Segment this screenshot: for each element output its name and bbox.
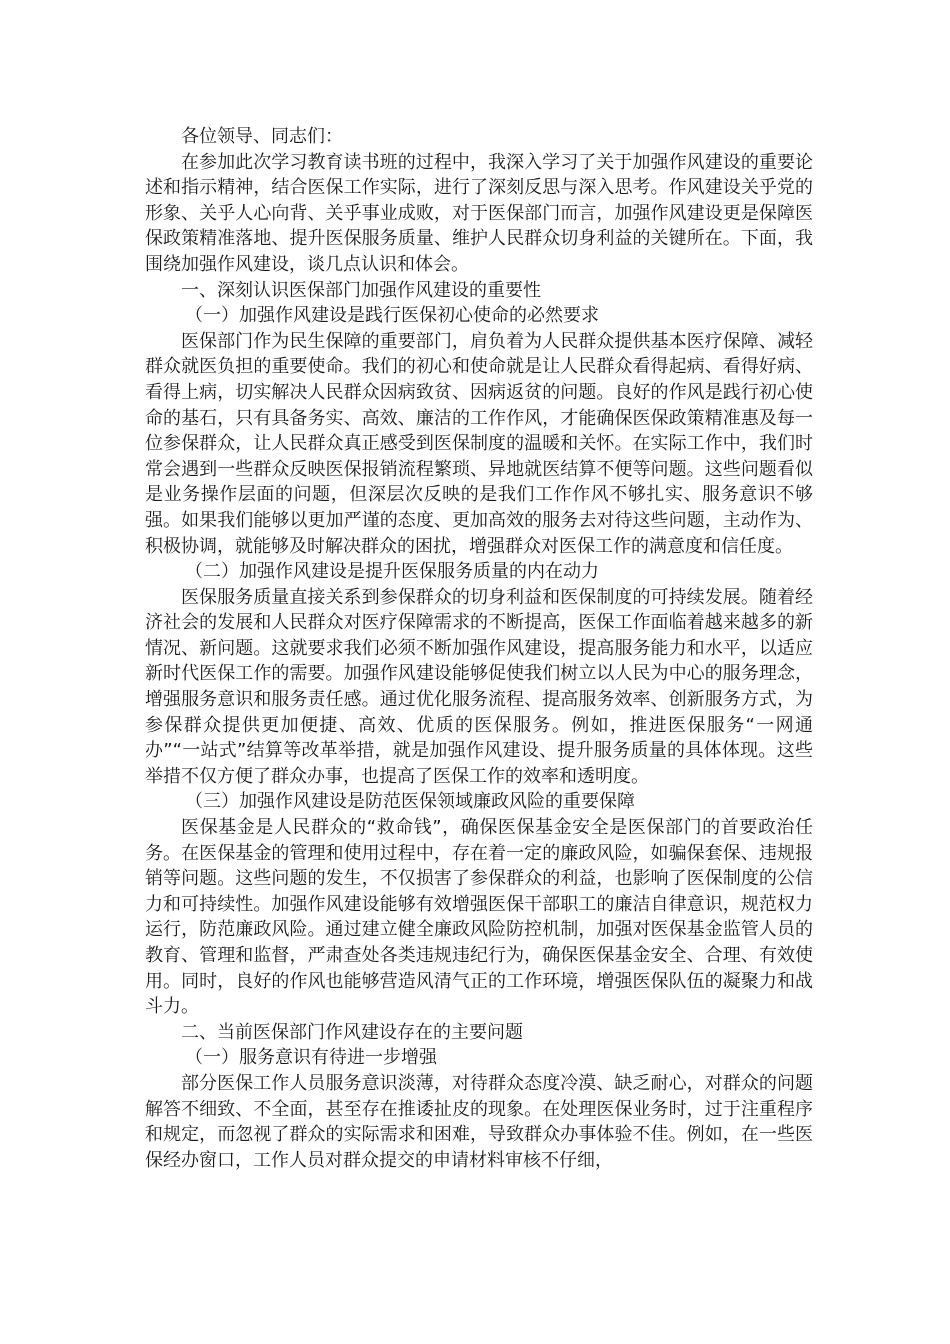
section-1-sub-3-title: （三）加强作风建设是防范医保领域廉政风险的重要保障 bbox=[185, 791, 635, 813]
section-1-sub-3-body: 医保基金是人民群众的“救命钱”，确保医保基金安全是医保部门的首要政治任务。在医保基金的管理和使用过程中，存在着一定的廉政风险，如骗保套保、违规报销等问题。这些问题的发生，不仅损害了参保群众的利益，也影响了医保制度的公信力和可持续性。加强作风建设能够有效增强医保干部职工的廉洁自律意识，规范权力运行，防范廉政风险。通过建立健全廉政风险防控机制，加强对医保基金监管人员的教育、管理和监督，严肃查处各类违规违纪行为，确保医保基金安全、合理、有效使用。同时，良好的作风也能够营造风清气正的工作环境，增强医保队伍的凝聚力和战斗力。 bbox=[145, 817, 813, 1018]
intro-paragraph: 在参加此次学习教育读书班的过程中，我深入学习了关于加强作风建设的重要论述和指示精神，结合医保工作实际，进行了深刻反思与深入思考。作风建设关乎党的形象、关乎人心向背、关乎事业成败，对于医保部门而言，加强作风建设更是保障医保政策精准落地、提升医保服务质量、维护人民群众切身利益的关键所在。下面，我围绕加强作风建设，谈几点认识和体会。 bbox=[145, 151, 813, 275]
section-1-title: 一、深刻认识医保部门加强作风建设的重要性 bbox=[181, 279, 541, 301]
section-2-title: 二、当前医保部门作风建设存在的主要问题 bbox=[181, 1021, 523, 1043]
section-1-sub-1-title: （一）加强作风建设是践行医保初心使命的必然要求 bbox=[185, 305, 599, 327]
section-1-sub-1-body: 医保部门作为民生保障的重要部门，肩负着为人民群众提供基本医疗保障、减轻群众就医负担的重要使命。我们的初心和使命就是让人民群众看得起病、看得好病、看得上病，切实解决人民群众因病致贫、因病返贫的问题。良好的作风是践行初心使命的基石，只有具备务实、高效、廉洁的工作作风，才能确保医保政策精准惠及每一位参保群众，让人民群众真正感受到医保制度的温暖和关怀。在实际工作中，我们时常会遇到一些群众反映医保报销流程繁琐、异地就医结算不便等问题。这些问题看似是业务操作层面的问题，但深层次反映的是我们工作作风不够扎实、服务意识不够强。如果我们能够以更加严谨的态度、更加高效的服务去对待这些问题，主动作为、积极协调，就能够及时解决群众的困扰，增强群众对医保工作的满意度和信任度。 bbox=[145, 330, 813, 557]
section-2-sub-1-body: 部分医保工作人员服务意识淡薄，对待群众态度冷漠、缺乏耐心，对群众的问题解答不细致、不全面，甚至存在推诿扯皮的现象。在处理医保业务时，过于注重程序和规定，而忽视了群众的实际需求和困难，导致群众办事体验不佳。例如，在一些医保经办窗口，工作人员对群众提交的申请材料审核不仔细， bbox=[145, 1072, 813, 1171]
section-1-sub-2-title: （二）加强作风建设是提升医保服务质量的内在动力 bbox=[185, 561, 599, 583]
salutation: 各位领导、同志们： bbox=[181, 126, 343, 147]
document-body bbox=[145, 124, 813, 1173]
section-1-sub-2-body: 医保服务质量直接关系到参保群众的切身利益和医保制度的可持续发展。随着经济社会的发展和人民群众对医疗保障需求的不断提高，医保工作面临着越来越多的新情况、新问题。这就要求我们必须不断加强作风建设，提高服务能力和水平，以适应新时代医保工作的需要。加强作风建设能够促使我们树立以人民为中心的服务理念，增强服务意识和服务责任感。通过优化服务流程、提高服务效率、创新服务方式，为参保群众提供更加便捷、高效、优质的医保服务。例如，推进医保服务“一网通办”“一站式”结算等改革举措，就是加强作风建设、提升服务质量的具体体现。这些举措不仅方便了群众办事，也提高了医保工作的效率和透明度。 bbox=[145, 586, 813, 787]
section-2-sub-1-title: （一）服务意识有待进一步增强 bbox=[185, 1047, 437, 1069]
